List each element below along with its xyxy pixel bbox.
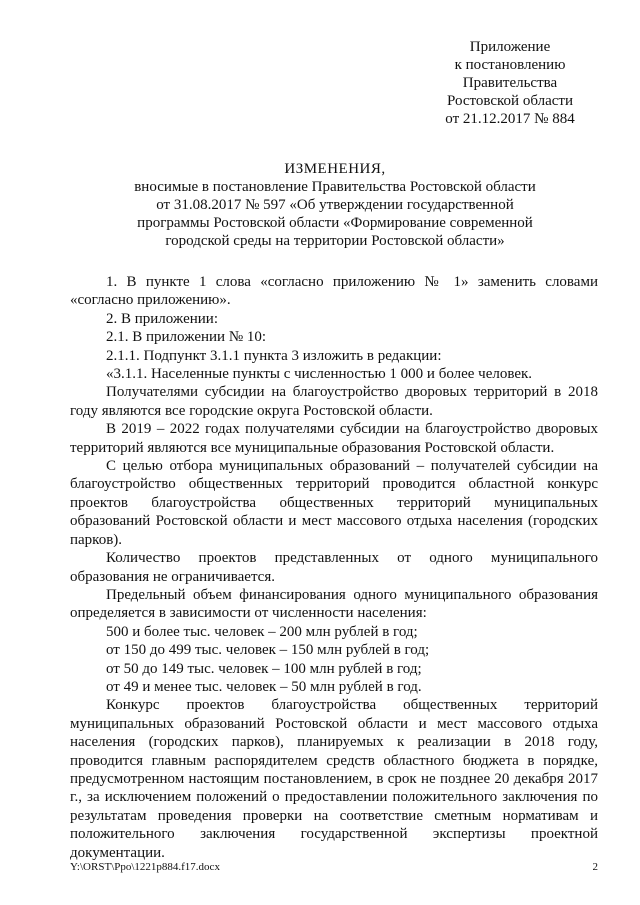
paragraph-10: Предельный объем финансирования одного муниципального образования определяется в зависимости от численности населения: xyxy=(70,586,598,622)
paragraph-8: С целью отбора муниципальных образований – получателей субсидии на благоустройство общественных территорий проводится областной конкурс проектов благоустройства общественных территорий муниципальных образований Ростовской области и мест массового отдыха населения (городских парков). xyxy=(70,458,598,548)
paragraph-9: Количество проектов представленных от одного муниципального образования не ограничивается. xyxy=(70,550,598,585)
paragraph-4: 2.1.1. Подпункт 3.1.1 пункта 3 изложить в редакции: xyxy=(106,347,442,364)
appendix-header xyxy=(400,38,620,128)
title-heading: ИЗМЕНЕНИЯ, xyxy=(284,161,386,177)
funding-item-1: 500 и более тыс. человек – 200 млн рублей в год; xyxy=(106,623,418,640)
title-line: городской среды на территории Ростовской области» xyxy=(165,233,505,249)
funding-item-3: от 50 до 149 тыс. человек – 100 млн рублей в год; xyxy=(106,660,422,677)
file-path: Y:\ORST\Ppo\1221p884.f17.docx xyxy=(70,861,220,873)
page-number: 2 xyxy=(592,861,598,873)
paragraph-3: 2.1. В приложении № 10: xyxy=(106,329,267,346)
document-body xyxy=(70,273,598,862)
title-line: вносимые в постановление Правительства Ростовской области xyxy=(134,179,536,195)
appendix-line: Правительства xyxy=(462,75,558,91)
document-title xyxy=(70,160,600,250)
funding-item-4: от 49 и менее тыс. человек – 50 млн рублей в год. xyxy=(106,678,422,695)
appendix-line: к постановлению xyxy=(454,57,566,73)
paragraph-6: Получателями субсидии на благоустройство дворовых территорий в 2018 году являются все городские округа Ростовской области. xyxy=(70,384,598,419)
title-line: от 31.08.2017 № 597 «Об утверждении государственной xyxy=(156,197,514,213)
appendix-line: Приложение xyxy=(469,39,551,55)
paragraph-5: «3.1.1. Населенные пункты с численностью 1 000 и более человек. xyxy=(106,366,533,383)
appendix-line: от 21.12.2017 № 884 xyxy=(445,111,575,127)
funding-item-2: от 150 до 499 тыс. человек – 150 млн рублей в год; xyxy=(106,642,430,659)
paragraph-1: 1. В пункте 1 слова «согласно приложению № 1» заменить словами «согласно приложению». xyxy=(70,274,598,309)
paragraph-2: 2. В приложении: xyxy=(106,310,218,327)
paragraph-7: В 2019 – 2022 годах получателями субсидии на благоустройство дворовых территорий являются все муниципальные образования Ростовской области. xyxy=(70,421,598,456)
title-line: программы Ростовской области «Формирование современной xyxy=(137,215,533,231)
appendix-line: Ростовской области xyxy=(447,93,573,109)
paragraph-11: Конкурс проектов благоустройства общественных территорий муниципальных образований Ростовской области и мест массового отдыха населения (городских парков), планируемых к реализации в 2018 году, проводится главным распорядителем средств областного бюджета в порядке, предусмотренном настоящим постановлением, в срок не позднее 20 декабря 2017 г., за исключением положений о предоставлении положительного заключения по результатам проведения проверки на соответствие сметным нормативам и положительного заключения государственной экспертизы проектной документации. xyxy=(70,697,598,861)
